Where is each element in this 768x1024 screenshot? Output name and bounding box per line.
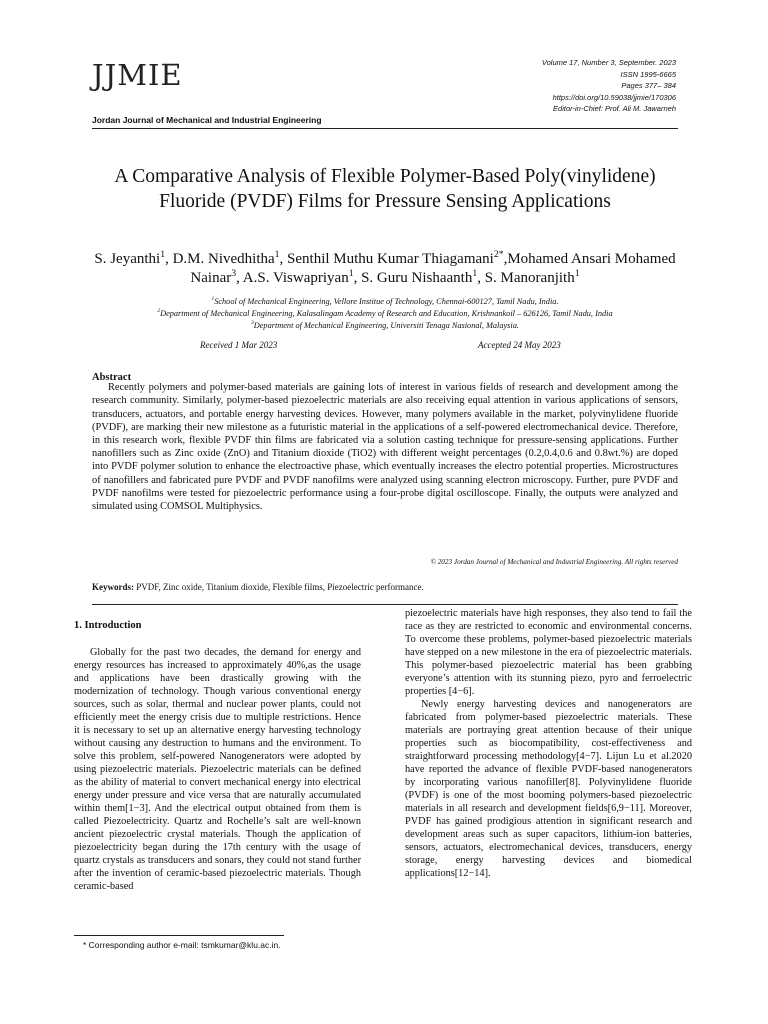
copyright-notice: © 2023 Jordan Journal of Mechanical and Industrial Engineering. All rights reserved xyxy=(430,558,678,566)
meta-editor: Editor-in-Chief: Prof. Ali M. Jawarneh xyxy=(553,104,676,113)
meta-issn: ISSN 1995-6665 xyxy=(620,69,676,79)
affiliation: $^2$Department of Mechanical Engineering, Kalasalingam Academy of Research and Education, Krishnankoil – 626126, Tamil Nadu, India xyxy=(157,308,613,318)
abstract-heading: Abstract xyxy=(92,372,132,383)
issue-metadata xyxy=(542,57,676,115)
footnote-divider xyxy=(74,935,284,936)
meta-pages: Pages 377– 384 xyxy=(621,81,676,90)
body-paragraph: piezoelectric materials have high responses, they also tend to fail the race as they are restricted to economic and environmental concerns. To overcome these problems, polymer-based piezoelectric materials have stepped on a new milestone in the era of piezoelectric materials. This polymer-based piezoelectric material has been grabbing everyone’s attention with its stunning piezo, pyro and ferroelectric properties [4−6]. xyxy=(405,608,692,697)
author: S. Guru Nishaanth$^1$, xyxy=(361,268,485,286)
author: Mohamed Ansari Mohamed Nainar$^3$, xyxy=(190,251,676,286)
author: S. Manoranjith$^1$ xyxy=(484,268,580,286)
author-list xyxy=(92,250,678,288)
section-heading-introduction: 1. Introduction xyxy=(74,620,142,631)
author: D.M. Nivedhitha$^1$, xyxy=(172,249,288,267)
keywords-line xyxy=(92,582,424,592)
body-paragraph: Globally for the past two decades, the demand for energy and energy resources has increased to approximately 40%,as the usage and applications have been drastically growing with the modernization of technology. Though various conventional energy sources, such as solar, thermal and nuclear power plants, could not efficiently meet the energy crisis due to multiple restrictions. Hence it is necessary to set up an alternative energy harvesting technology without causing any destruction to humans and the environment. To solve this problem, self-powered Nanogenerators were adopted by using piezoelectric materials. Piezoelectric materials can be defined as the ability of material to convert mechanical energy into electrical energy under pressure and vice versa that are naturally accumulated within them[1−3]. And the electrical output obtained from them is called Piezoelectricity. Quartz and Rochelle’s salt are well-known ancient piezoelectric crystal materials. Though the application of piezoelectricity began during the 17th century with the usage of quartz crystals as transducers and sonars, they could not stand further after the invention of ceramic-based piezoelectric materials. Though ceramic-based xyxy=(74,647,361,892)
body-paragraph: Newly energy harvesting devices and nanogenerators are fabricated from polymer-based piezoelectric materials. These materials are portraying great attention because of their unique properties such as biocompatibility, cost-effectiveness and straightforward processing methodology[4−7]. Lijun Lu et al.2020 have reported the advance of flexible PVDF-based nanogenerators by incorporating various nanofiller[8]. Polyvinylidene fluoride (PVDF) is one of the most booming polymers-based piezoelectric materials in all research and development fields[6,9−11]. Moreover, PVDF has gained prodigious attention in significant research and development areas such as super capacitors, lithium-ion batteries, sensors, actuators, electromechanical devices, transducers, energy storage, energy harvesting devices and biomedical applications[12−14]. xyxy=(405,699,692,879)
keywords-divider xyxy=(92,604,678,605)
affiliation: $^1$School of Mechanical Engineering, Vellore Institue of Technology, Chennai-600127, Tamil Nadu, India. xyxy=(211,296,559,306)
meta-doi-link[interactable]: https://doi.org/10.59038/jjmie/170306 xyxy=(552,92,676,102)
keywords-label: Keywords: xyxy=(92,582,134,592)
author: Senthil Muthu Kumar Thiagamani$^{2*}$, xyxy=(287,249,508,267)
received-date: Received 1 Mar 2023 xyxy=(200,340,278,350)
right-column xyxy=(405,607,692,880)
affiliation: $^3$Department of Mechanical Engineering, Universiti Tenaga Nasional, Malaysia. xyxy=(251,320,519,330)
keywords-list: PVDF, Zinc oxide, Titanium dioxide, Flexible films, Piezoelectric performance. xyxy=(136,582,424,592)
paper-title: A Comparative Analysis of Flexible Polymer-Based Poly(vinylidene) Fluoride (PVDF) Films for Pressure Sensing Applications xyxy=(114,166,656,212)
abstract-text xyxy=(92,368,678,513)
journal-logo: JJMIE xyxy=(92,58,183,92)
affiliations xyxy=(92,296,678,332)
header-divider xyxy=(92,128,678,129)
journal-name: Jordan Journal of Mechanical and Industrial Engineering xyxy=(92,115,322,125)
author: S. Jeyanthi$^1$, xyxy=(94,249,173,267)
author: A.S. Viswapriyan$^1$, xyxy=(242,268,362,286)
corresponding-author-footnote: * Corresponding author e-mail: tsmkumar@klu.ac.in. xyxy=(83,940,281,950)
meta-volume: Volume 17, Number 3, September. 2023 xyxy=(541,58,676,67)
abstract-paragraph: Recently polymers and polymer-based materials are gaining lots of interest in various fields of research and development among the research community. Similarly, polymer-based piezoelectric materials are also receiving equal attention in various applications of sensors, transducers, actuators, and portable energy harvesting devices. However, many polymers available in the market, polyvinylidene fluoride (PVDF), are marking their new milestone as a futuristic material in the applications of a self-powered electromechanical device. Therefore, in this research work, flexible PVDF thin films are fabricated via a solution casting technique for pressure-sensing applications. Further nanofillers such as Zinc oxide (ZnO) and Titanium dioxide (TiO2) with different weight percentages (0.2,0.4,0.6 and 0.8wt.%) are doped into PVDF polymer solution to enhance the electroactive phase, which eventually increases the electro potential properties. Microstructures of nanofillers and fabricated pure PVDF and PVDF nanofilms were analyzed using scanning electron microscopy. Further, pure PVDF and PVDF nanofilms were tested for piezoelectric performance using a four-probe digital oscilloscope. Finally, the outputs were analyzed and simulated using COMSOL Multiphysics. xyxy=(92,382,678,513)
accepted-date: Accepted 24 May 2023 xyxy=(478,340,561,350)
left-column xyxy=(74,646,361,893)
